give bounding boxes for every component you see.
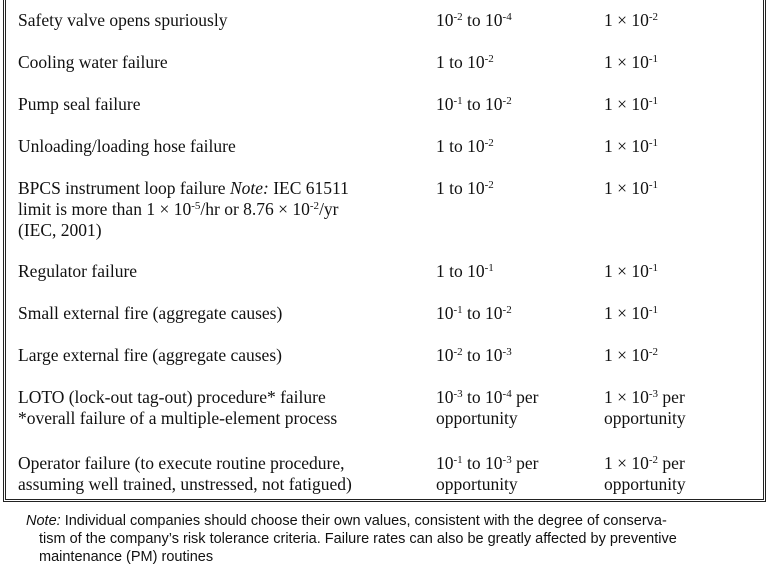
table-row xyxy=(6,241,763,282)
frequency-range-cell xyxy=(424,282,592,324)
event-description-cell xyxy=(6,324,424,366)
exponent: -2 xyxy=(648,346,659,358)
event-description-cell xyxy=(6,282,424,324)
table-row xyxy=(6,0,763,31)
footnote-text-2: tism of the company’s risk tolerance criteria. Failure rates can also be greatly affected by preventive xyxy=(39,531,677,547)
event-description-cell xyxy=(6,31,424,73)
cell-text: 1 × 10 xyxy=(604,136,649,156)
cell-text: Pump seal failure xyxy=(18,94,141,114)
cell-text: assuming well trained, unstressed, not fatigued) xyxy=(18,474,352,494)
cell-text: per xyxy=(511,387,539,407)
cell-text: opportunity xyxy=(436,408,518,428)
italic-note-label: Note: xyxy=(229,178,269,198)
selected-value-cell xyxy=(592,115,763,157)
frequency-range-cell xyxy=(424,0,592,31)
exponent: -1 xyxy=(453,95,463,107)
event-description-cell xyxy=(6,241,424,282)
exponent: -2 xyxy=(453,346,463,358)
frequency-range-cell xyxy=(424,429,592,495)
cell-text: 1 × 10 xyxy=(604,303,649,323)
cell-text: to 10 xyxy=(462,345,503,365)
cell-text: 1 to 10 xyxy=(436,52,485,72)
cell-text: limit is more than 1 × 10 xyxy=(18,199,192,219)
cell-text: Regulator failure xyxy=(18,261,138,281)
frequency-range-cell xyxy=(424,366,592,429)
footnote-line-1 xyxy=(26,512,766,530)
exponent: -1 xyxy=(648,304,659,316)
exponent: -2 xyxy=(502,304,512,316)
cell-text: 1 × 10 xyxy=(604,52,649,72)
cell-text: opportunity xyxy=(604,474,686,494)
exponent: -1 xyxy=(648,179,659,191)
cell-text: 10 xyxy=(436,303,454,323)
cell-text: Unloading/loading hose failure xyxy=(18,136,236,156)
frequency-range-cell xyxy=(424,115,592,157)
cell-text: per xyxy=(511,453,539,473)
footnote-block xyxy=(26,512,766,566)
exponent: -1 xyxy=(484,262,494,274)
cell-text: Small external fire (aggregate causes) xyxy=(18,303,283,323)
exponent: -1 xyxy=(648,137,659,149)
footnote-text-1: Individual companies should choose their own values, consistent with the degree of conserva- xyxy=(60,513,667,529)
cell-text: 10 xyxy=(436,10,454,30)
table-row xyxy=(6,324,763,366)
selected-value-cell xyxy=(592,429,763,495)
exponent: -2 xyxy=(484,53,494,65)
cell-text: BPCS instrument loop failure xyxy=(18,178,230,198)
table-row xyxy=(6,73,763,115)
exponent: -1 xyxy=(648,95,659,107)
table-body xyxy=(6,0,763,495)
table-row xyxy=(6,157,763,241)
exponent: -4 xyxy=(502,388,512,400)
cell-text: Safety valve opens spuriously xyxy=(18,10,228,30)
cell-text: /yr xyxy=(319,199,339,219)
event-description-cell xyxy=(6,73,424,115)
exponent: -3 xyxy=(502,346,512,358)
selected-value-cell xyxy=(592,0,763,31)
exponent: -5 xyxy=(191,200,201,212)
cell-text: 1 × 10 xyxy=(604,178,649,198)
cell-text: 10 xyxy=(436,94,454,114)
cell-text: per xyxy=(658,453,685,473)
exponent: -2 xyxy=(648,11,659,23)
frequency-range-cell xyxy=(424,241,592,282)
failure-rate-table-frame xyxy=(3,0,766,502)
cell-text: 1 to 10 xyxy=(436,261,485,281)
cell-text: /hr or 8.76 × 10 xyxy=(200,199,310,219)
cell-text: 1 × 10 xyxy=(604,10,649,30)
frequency-range-cell xyxy=(424,31,592,73)
exponent: -2 xyxy=(453,11,463,23)
table-row xyxy=(6,282,763,324)
selected-value-cell xyxy=(592,324,763,366)
cell-text: 1 to 10 xyxy=(436,136,485,156)
event-description-cell xyxy=(6,157,424,241)
table-row xyxy=(6,429,763,495)
cell-text: 10 xyxy=(436,453,454,473)
cell-text: Large external fire (aggregate causes) xyxy=(18,345,282,365)
exponent: -2 xyxy=(484,137,494,149)
cell-text: *overall failure of a multiple-element process xyxy=(18,408,338,428)
event-description-cell xyxy=(6,366,424,429)
cell-text: 1 × 10 xyxy=(604,94,649,114)
exponent: -1 xyxy=(648,262,659,274)
cell-text: Operator failure (to execute routine procedure, xyxy=(18,453,345,473)
footnote-label: Note: xyxy=(26,513,61,529)
cell-text: (IEC, 2001) xyxy=(18,220,102,240)
frequency-range-cell xyxy=(424,73,592,115)
cell-text: Cooling water failure xyxy=(18,52,168,72)
cell-text: 1 × 10 xyxy=(604,387,649,407)
selected-value-cell xyxy=(592,73,763,115)
cell-text: 1 × 10 xyxy=(604,453,649,473)
table-row xyxy=(6,31,763,73)
cell-text: to 10 xyxy=(462,387,503,407)
selected-value-cell xyxy=(592,31,763,73)
exponent: -1 xyxy=(453,454,463,466)
cell-text: 1 to 10 xyxy=(436,178,485,198)
table-row xyxy=(6,366,763,429)
exponent: -3 xyxy=(648,388,659,400)
event-description-cell xyxy=(6,429,424,495)
frequency-range-cell xyxy=(424,157,592,241)
exponent: -2 xyxy=(502,95,512,107)
cell-text: to 10 xyxy=(462,453,503,473)
cell-text: IEC 61511 xyxy=(268,178,349,198)
selected-value-cell xyxy=(592,366,763,429)
cell-text: opportunity xyxy=(436,474,518,494)
exponent: -3 xyxy=(502,454,512,466)
cell-text: LOTO (lock-out tag-out) procedure* failure xyxy=(18,387,326,407)
frequency-range-cell xyxy=(424,324,592,366)
event-description-cell xyxy=(6,0,424,31)
exponent: -2 xyxy=(484,179,494,191)
event-description-cell xyxy=(6,115,424,157)
exponent: -2 xyxy=(309,200,320,212)
selected-value-cell xyxy=(592,282,763,324)
exponent: -1 xyxy=(453,304,463,316)
cell-text: 1 × 10 xyxy=(604,261,649,281)
table-footnote xyxy=(26,512,766,566)
exponent: -2 xyxy=(648,454,659,466)
selected-value-cell xyxy=(592,157,763,241)
cell-text: 10 xyxy=(436,345,454,365)
cell-text: to 10 xyxy=(462,303,503,323)
exponent: -1 xyxy=(648,53,659,65)
footnote-text-3: maintenance (PM) routines xyxy=(39,549,214,565)
cell-text: opportunity xyxy=(604,408,686,428)
cell-text: 1 × 10 xyxy=(604,345,649,365)
exponent: -4 xyxy=(502,11,512,23)
table-row xyxy=(6,115,763,157)
cell-text: 10 xyxy=(436,387,454,407)
cell-text: to 10 xyxy=(462,94,503,114)
cell-text: to 10 xyxy=(462,10,503,30)
selected-value-cell xyxy=(592,241,763,282)
cell-text: per xyxy=(658,387,685,407)
exponent: -3 xyxy=(453,388,463,400)
failure-rate-table xyxy=(6,0,763,495)
